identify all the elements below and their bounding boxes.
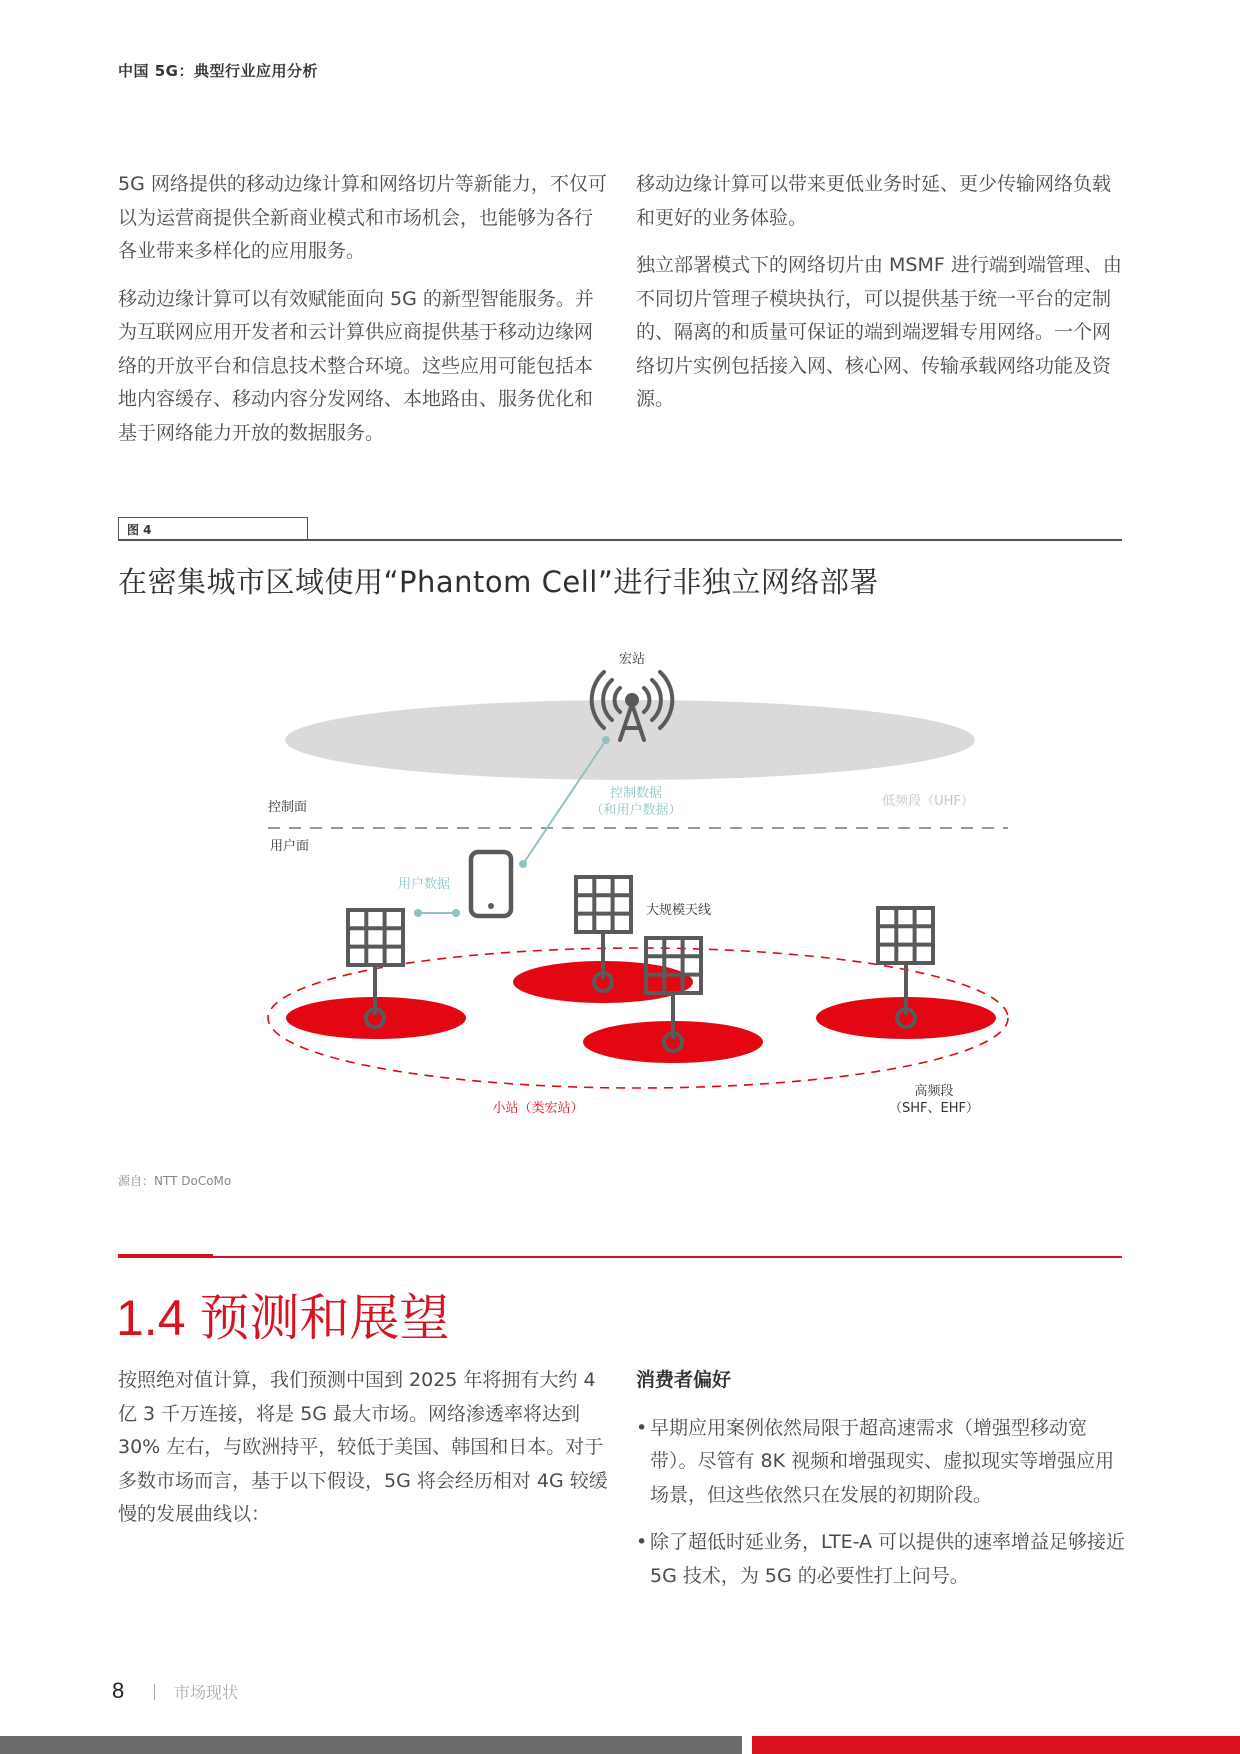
intro-left-column [118, 168, 608, 464]
high-band-sublabel: （SHF、EHF） [889, 1101, 979, 1116]
footer-bar-grey [0, 1736, 742, 1754]
footer-divider [154, 1684, 155, 1700]
paragraph: 5G 网络提供的移动边缘计算和网络切片等新能力，不仅可以为运营商提供全新商业模式和市场机会，也能够为各行各业带来多样化的应用服务。 [118, 173, 607, 262]
phantom-cell-diagram [258, 630, 1018, 1130]
macro-station-label: 宏站 [618, 652, 646, 667]
paragraph: 按照绝对值计算，我们预测中国到 2025 年将拥有大约 4 亿 3 千万连接，将是 5G 最大市场。网络渗透率将达到 30% 左右，与欧洲持平，较低于美国、韩国和日本。对于多数市场而言，基于以下假设，5G 将会经历相对 4G 较缓慢的发展曲线以： [118, 1369, 608, 1525]
section-rule-accent [118, 1254, 213, 1258]
section-rule [118, 1256, 1122, 1258]
control-data-label: 控制数据 [609, 786, 663, 801]
smartphone-icon [471, 852, 511, 916]
section-left-column [118, 1364, 608, 1546]
list-item-text: 早期应用案例依然局限于超高速需求（增强型移动宽带）。尽管有 8K 视频和增强现实、虚拟现实等增强应用场景，但这些依然只在发展的初期阶段。 [650, 1416, 1115, 1506]
small-cell-label: 小站（类宏站） [492, 1101, 584, 1116]
figure-source: 源自：NTT DoCoMo [118, 1174, 232, 1188]
link-endpoint [414, 909, 422, 917]
bullet-icon: • [636, 1416, 648, 1439]
section-number: 1.4 [116, 1290, 186, 1346]
figure-title: 在密集城市区域使用“Phantom Cell”进行非独立网络部署 [118, 565, 879, 599]
section-title: 预测和展望 [199, 1289, 450, 1347]
figure-label: 图 4 [118, 517, 308, 539]
link-endpoint [452, 909, 460, 917]
footer-bar-red [752, 1736, 1240, 1754]
user-data-label: 用户数据 [397, 877, 451, 892]
list-item-text: 除了超低时延业务，LTE-A 可以提供的速率增益足够接近 5G 技术，为 5G 的必要性打上问号。 [650, 1531, 1126, 1587]
intro-right-column [636, 168, 1126, 431]
control-data-sublabel: （和用户数据） [590, 803, 682, 818]
section-heading [116, 1278, 450, 1350]
massive-antenna-label: 大规模天线 [646, 903, 712, 918]
paragraph: 独立部署模式下的网络切片由 MSMF 进行端到端管理、由不同切片管理子模块执行，可以提供基于统一平台的定制的、隔离的和质量可保证的端到端逻辑专用网络。一个网络切片实例包括接入网、核心网、传输承载网络功能及资源。 [636, 254, 1122, 410]
subheading: 消费者偏好 [636, 1369, 732, 1391]
paragraph: 移动边缘计算可以带来更低业务时延、更少传输网络负载和更好的业务体验。 [636, 173, 1112, 229]
running-header: 中国 5G：典型行业应用分析 [118, 62, 318, 80]
page-number: 8 [112, 1678, 125, 1703]
low-band-label: 低频段（UHF） [882, 794, 974, 809]
user-plane-label: 用户面 [270, 839, 310, 854]
macro-tower-icon [592, 672, 673, 740]
link-endpoint [602, 736, 610, 744]
list-item [636, 1526, 1126, 1593]
footer-section-label: 市场现状 [174, 1683, 239, 1702]
section-right-column [636, 1364, 1126, 1607]
figure-rule [118, 539, 1122, 541]
high-band-label: 高频段 [914, 1084, 954, 1099]
paragraph: 移动边缘计算可以有效赋能面向 5G 的新型智能服务。并为互联网应用开发者和云计算供应商提供基于移动边缘网络的开放平台和信息技术整合环境。这些应用可能包括本地内容缓存、移动内容分发网络、本地路由、服务优化和基于网络能力开放的数据服务。 [118, 287, 594, 444]
control-plane-label: 控制面 [268, 800, 308, 815]
bullet-icon: • [636, 1531, 648, 1553]
link-endpoint [519, 860, 527, 868]
list-item [636, 1412, 1126, 1513]
